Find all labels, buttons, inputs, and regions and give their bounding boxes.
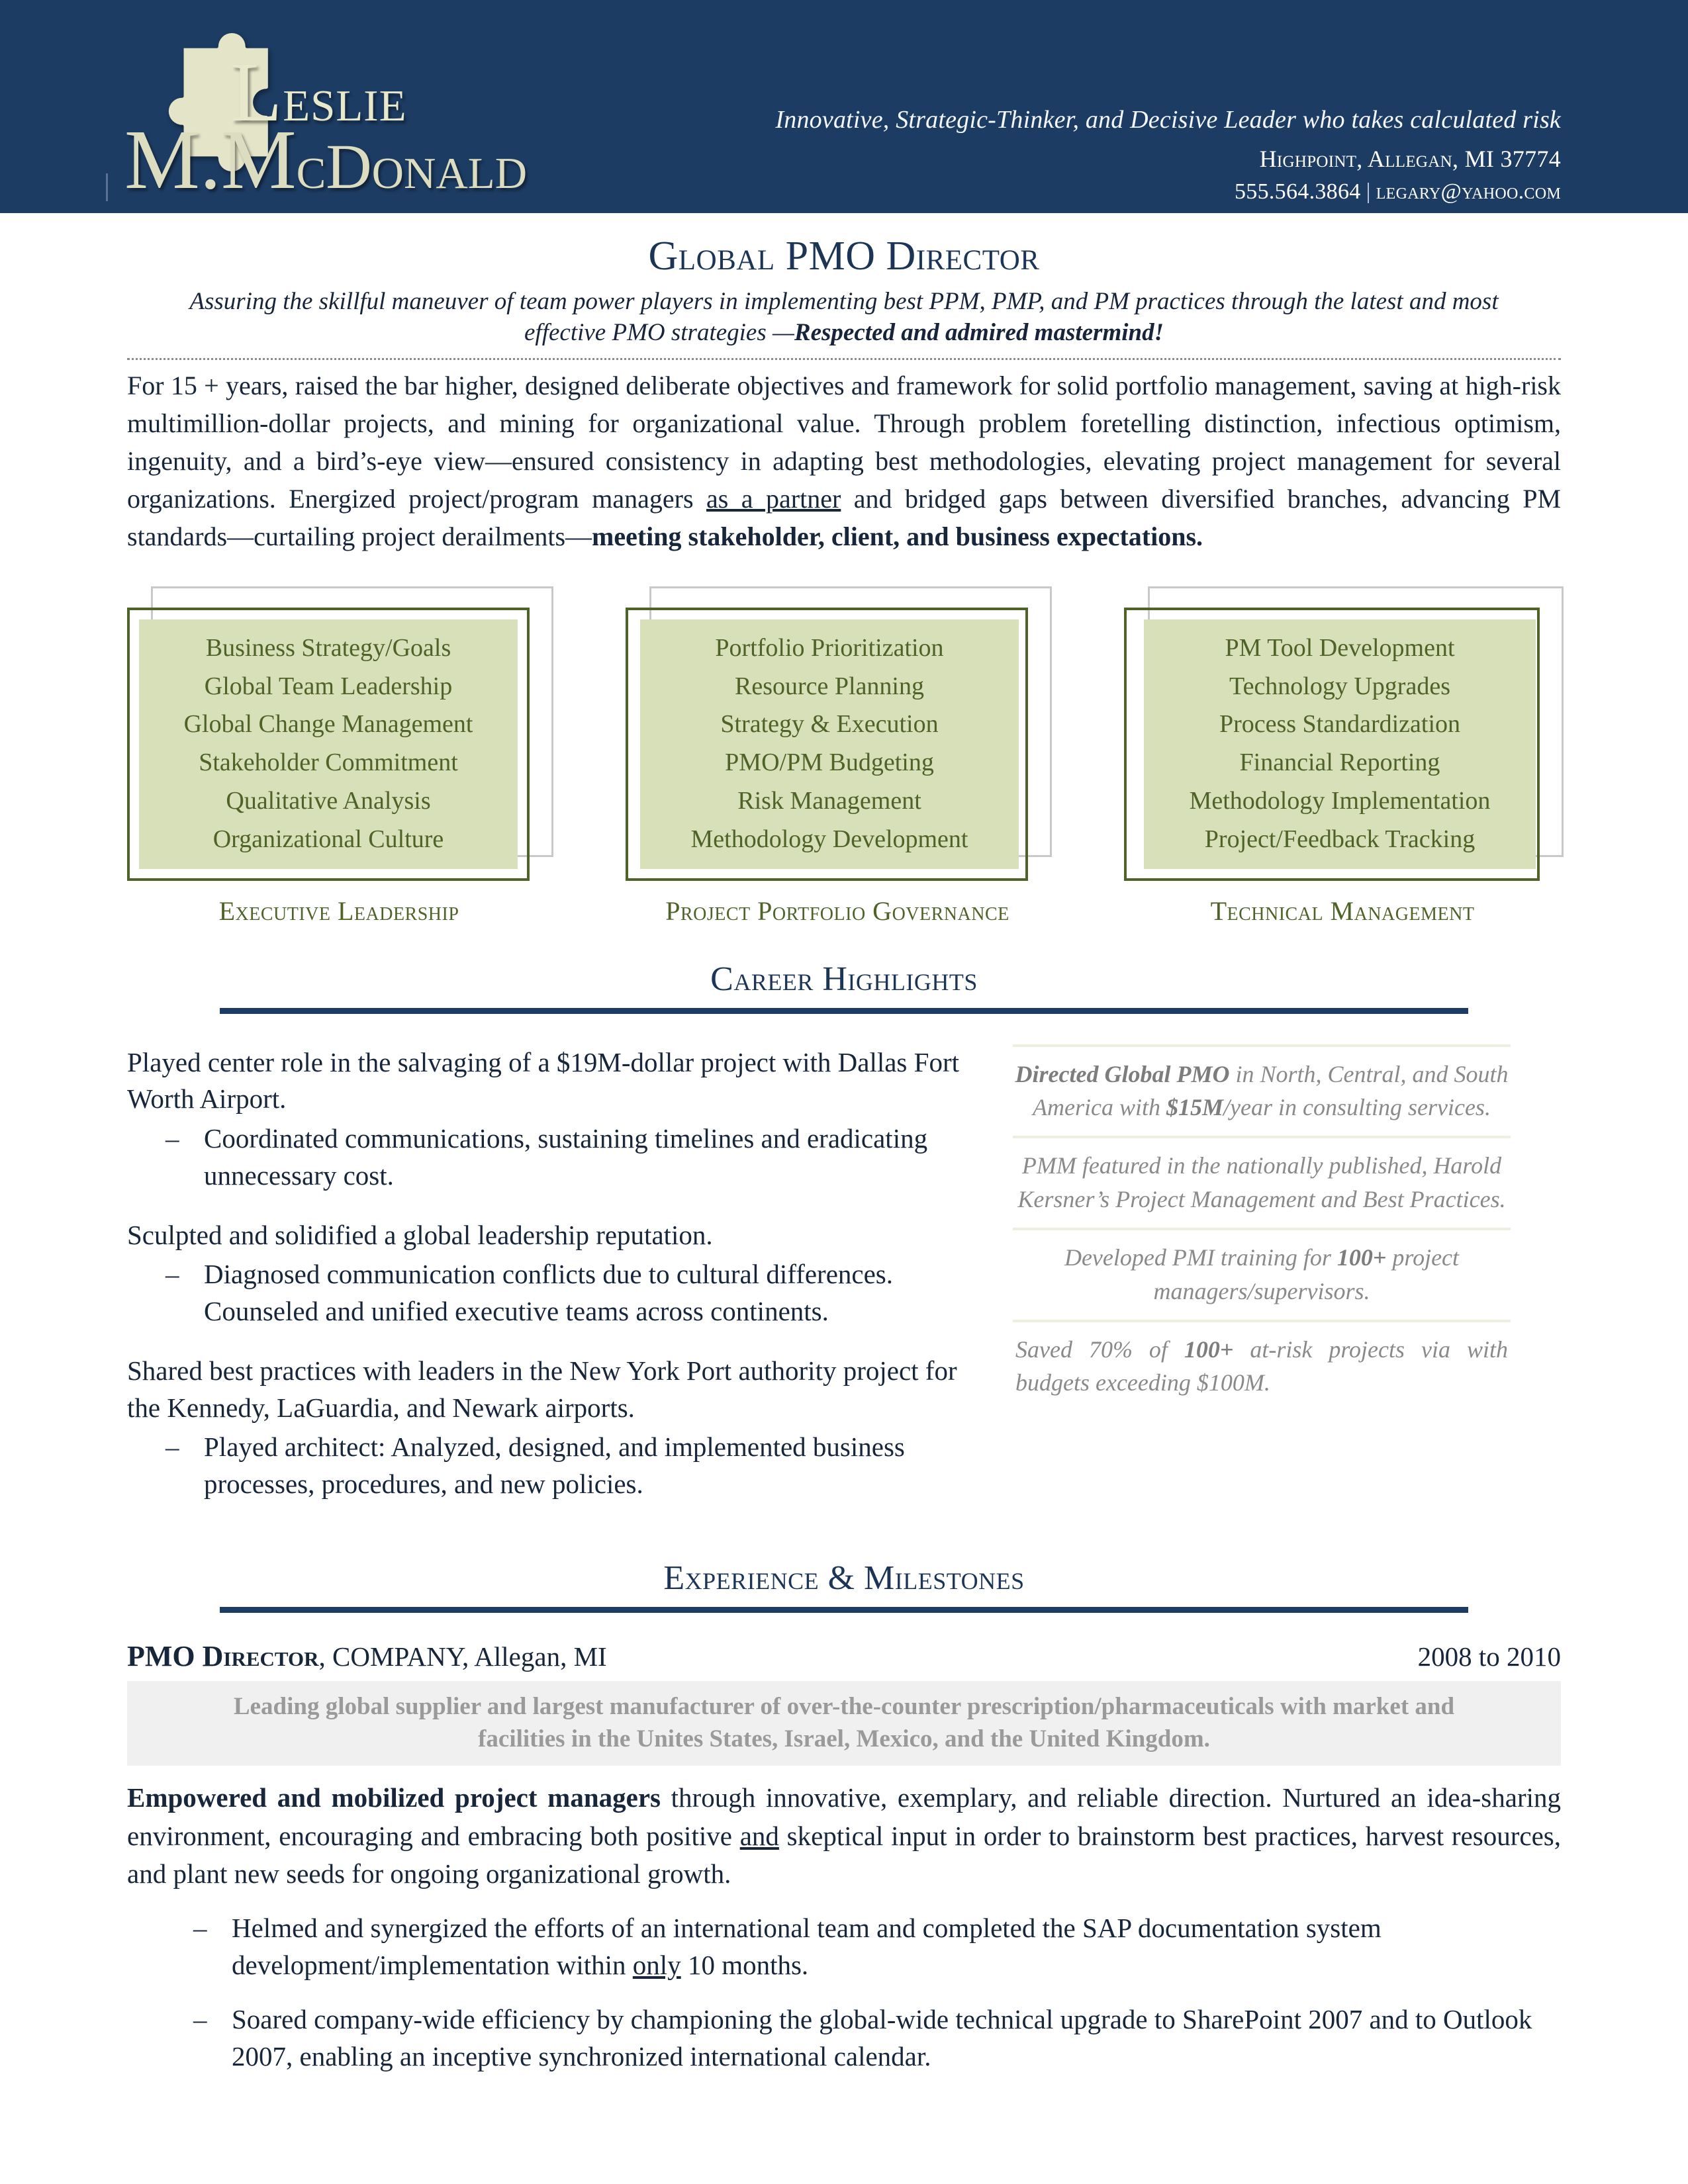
career-highlights-quote-column <box>1008 1044 1511 1412</box>
skill-item: PMO/PM Budgeting <box>725 749 934 777</box>
logo-block <box>0 0 549 213</box>
quote-mid: PMM featured in the nationally published, Harold Kersner’s Project Management and Best Practices. <box>1017 1152 1506 1212</box>
bullet-text <box>232 2001 1561 2075</box>
skill-box-frame <box>127 586 551 881</box>
quote-bold-lead: Directed Global PMO <box>1015 1060 1230 1087</box>
logo-last-name: M.McDonald <box>124 113 528 206</box>
experience-bullet <box>193 2001 1561 2075</box>
career-highlights-left-column <box>127 1044 1008 1525</box>
summary-text-2: and bridged gaps between diversified branches, advancing PM standards—curtailing project derailments— <box>127 484 1562 552</box>
logo-first-name: Leslie <box>230 45 407 139</box>
experience-text-1: through innovative, exemplary, and reliable direction. Nurtured an idea-sharing environment, encouraging and embracing both positive <box>127 1782 1561 1851</box>
bullet-dash: – <box>193 2003 207 2034</box>
header-address: Highpoint, Allegan, MI 37774 <box>1259 145 1561 172</box>
highlight-lead: Sculpted and solidified a global leadership reputation. <box>127 1219 713 1250</box>
bullet-dash: – <box>165 1123 179 1154</box>
skill-item: Stakeholder Commitment <box>199 749 458 777</box>
summary-underlined-phrase: as a partner <box>706 484 841 514</box>
experience-bullet <box>193 1910 1561 1984</box>
phone-email-separator: | <box>1366 179 1371 204</box>
highlight-lead: Shared best practices with leaders in the New York Port authority project for the Kennedy, LaGuardia, and Newark airports. <box>127 1355 957 1423</box>
header-band <box>0 0 1688 213</box>
header-tagline: Innovative, Strategic-Thinker, and Decisive Leader who takes calculated risk <box>775 106 1561 134</box>
section-heading-career-highlights: Career Highlights <box>710 960 978 998</box>
quote-mid: in North, Central, and South America with <box>1033 1060 1509 1121</box>
quote-bold-mid: 100+ <box>1336 1244 1387 1271</box>
skill-box-technical-management <box>1124 586 1561 927</box>
summary-paragraph <box>127 367 1561 556</box>
experience-body-paragraph <box>127 1779 1561 1893</box>
skill-item: Business Strategy/Goals <box>205 633 451 662</box>
quote-mid: Developed PMI training for <box>1064 1244 1337 1271</box>
skill-item: Project/Feedback Tracking <box>1204 825 1476 853</box>
quote-bold-mid: 100+ <box>1184 1336 1234 1363</box>
skill-boxes-row <box>127 586 1561 927</box>
summary-bold-phrase: meeting stakeholder, client, and business expectations. <box>592 522 1203 552</box>
content-area <box>0 236 1688 2075</box>
section-rule <box>220 1607 1468 1613</box>
bullet-text-pre: Soared company-wide efficiency by championing the global-wide technical upgrade to SharePoint 2007 and to Outlook 2007, enabling an inceptive synchronized international calendar. <box>232 2003 1532 2071</box>
experience-underlined-word: and <box>739 1820 779 1851</box>
highlight-quote <box>1013 1320 1511 1412</box>
bullet-dash: – <box>165 1259 179 1290</box>
highlight-bullet <box>165 1120 980 1195</box>
header-phone-email <box>1235 179 1561 205</box>
bullet-text <box>232 1910 1561 1984</box>
logo-graphic <box>118 19 528 206</box>
skill-item: Organizational Culture <box>212 825 444 853</box>
skill-item: Risk Management <box>737 786 921 815</box>
skill-box-frame <box>1124 586 1561 881</box>
bullet-text-pre: Helmed and synergized the efforts of an international team and completed the SAP documentation system development/implementation within <box>232 1913 1382 1981</box>
quote-bold-mid: $15M <box>1166 1094 1224 1121</box>
skill-item: Technology Upgrades <box>1229 672 1450 700</box>
skill-box-executive-leadership <box>127 586 551 927</box>
bullet-text: Played architect: Analyzed, designed, and implemented business processes, procedures, and new policies. <box>204 1432 905 1500</box>
highlight-bullet <box>165 1429 980 1503</box>
skill-item: Methodology Development <box>690 825 968 853</box>
contact-block <box>549 0 1688 213</box>
highlight-quote <box>1013 1136 1511 1228</box>
bullet-dash: – <box>165 1432 179 1463</box>
phone-number[interactable]: 555.564.3864 <box>1234 179 1361 204</box>
experience-text-2: skeptical input in order to brainstorm best practices, harvest resources, and plant new seeds for ongoing organizational growth. <box>127 1820 1561 1889</box>
email-address[interactable]: legary@yahoo.com <box>1376 179 1561 204</box>
frame-green-fill <box>1144 619 1536 869</box>
quote-tail: project managers/supervisors. <box>1153 1244 1460 1304</box>
logo-tick-divider <box>106 173 108 201</box>
skill-item: Global Change Management <box>183 710 473 739</box>
highlight-quote <box>1013 1228 1511 1320</box>
bullet-underlined-word: only <box>632 1950 681 1981</box>
highlight-quote <box>1013 1044 1511 1136</box>
subtitle-emphasis: Respected and admired mastermind! <box>794 319 1164 347</box>
bullet-text: Diagnosed communication conflicts due to cultural differences. Counseled and unified executive teams across continents. <box>204 1259 893 1327</box>
subtitle-plain: Assuring the skillful maneuver of team power players in implementing best PPM, PMP, and PM practices through the latest and most effective PMO strategies — <box>189 288 1499 347</box>
quote-tail: /year in consulting services. <box>1223 1094 1491 1121</box>
job-company-location: , COMPANY, Allegan, MI <box>318 1641 607 1672</box>
skill-box-project-portfolio-governance <box>626 586 1049 927</box>
bullet-dash: – <box>193 1913 207 1944</box>
job-title-line <box>127 1639 607 1673</box>
skill-box-label: Project Portfolio Governance <box>665 895 1009 926</box>
skill-item: PM Tool Development <box>1225 633 1455 662</box>
page-title: Global PMO Director <box>648 234 1040 279</box>
quote-tail: at-risk projects via with budgets exceeding $100M. <box>1015 1336 1508 1396</box>
career-highlights-body <box>127 1044 1561 1525</box>
highlight-lead: Played center role in the salvaging of a $19M-dollar project with Dallas Fort Worth Airport. <box>127 1046 959 1115</box>
experience-job-header <box>127 1639 1561 1673</box>
skill-item: Resource Planning <box>734 672 924 700</box>
highlight-bullet <box>165 1256 980 1330</box>
skill-item: Process Standardization <box>1219 710 1461 739</box>
section-rule <box>220 1008 1468 1014</box>
skill-box-label: Technical Management <box>1210 895 1475 926</box>
company-description-band: Leading global supplier and largest manufacturer of over-the-counter prescription/pharmaceuticals with market and facilities in the Unites States, Israel, Mexico, and the United Kingdom. <box>127 1681 1561 1766</box>
skill-item: Methodology Implementation <box>1189 786 1491 815</box>
frame-green-fill <box>640 619 1019 869</box>
job-dates: 2008 to 2010 <box>1417 1641 1561 1672</box>
title-subtitle <box>127 286 1561 349</box>
skill-box-label: Executive Leadership <box>218 895 459 926</box>
experience-bold-lead: Empowered and mobilized project managers <box>127 1782 661 1813</box>
section-heading-experience: Experience & Milestones <box>663 1559 1025 1597</box>
skill-item: Qualitative Analysis <box>226 786 431 815</box>
dotted-divider <box>127 358 1561 360</box>
skill-item: Financial Reporting <box>1239 749 1440 777</box>
quote-mid: Saved 70% of <box>1015 1336 1184 1363</box>
summary-text-1: For 15 + years, raised the bar higher, designed deliberate objectives and framework for solid portfolio management, saving at high-risk multimillion-dollar projects, and mining for organizational value. Through problem foretelling distinction, infectious optimism, ingenuity, and a bird’s-eye view—ensured consistency in adapting best methodologies, elevating project management for several organizations. Energized project/program managers <box>127 370 1561 514</box>
skill-item: Strategy & Execution <box>720 710 939 739</box>
skill-box-frame <box>626 586 1049 881</box>
job-role: PMO Director <box>127 1639 319 1672</box>
skill-item: Global Team Leadership <box>204 672 453 700</box>
bullet-text: Coordinated communications, sustaining timelines and eradicating unnecessary cost. <box>204 1123 928 1191</box>
skill-item: Portfolio Prioritization <box>715 633 944 662</box>
bullet-text-post: 10 months. <box>680 1950 809 1981</box>
frame-green-fill <box>139 619 518 869</box>
